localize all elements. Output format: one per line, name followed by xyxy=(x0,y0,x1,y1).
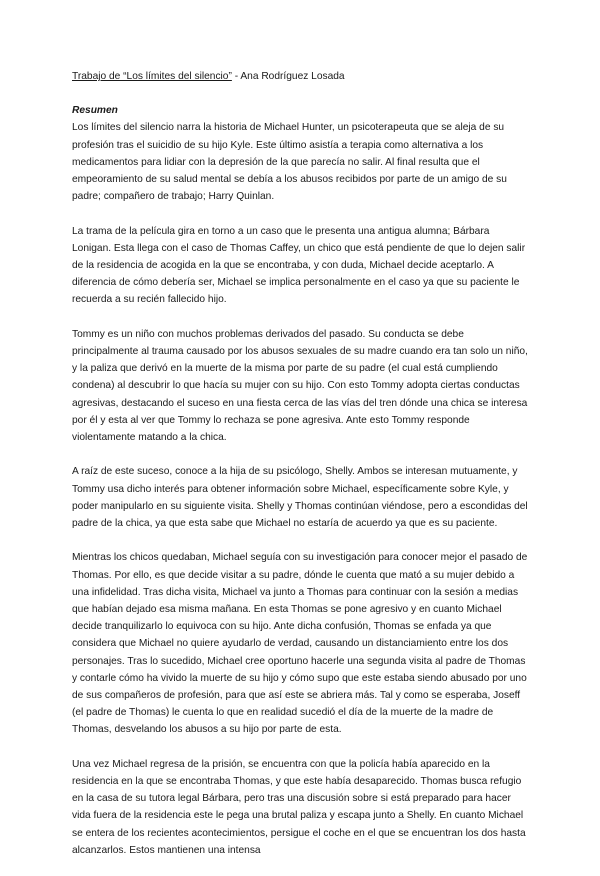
section-heading-resumen: Resumen xyxy=(72,105,118,117)
paragraph: Los límites del silencio narra la historia de Michael Hunter, un psicoterapeuta que se aleja de su profesión tras el suicidio de su hijo Kyle. Este último asistía a terapia como alternativa a los medicamentos para lidiar con la depresión de la que parecía no salir. Al final resulta que el empeoramiento de su salud mental se debía a los abusos recibidos por parte de un amigo de su padre; compañero de trabajo; Harry Quinlan. xyxy=(72,122,507,203)
paragraph: Tommy es un niño con muchos problemas derivados del pasado. Su conducta se debe principalmente al trauma causado por los abusos sexuales de su madre cuando era tan solo un niño, y la paliza que derivó en la muerte de la misma por parte de su padre (el cual está cumpliendo condena) al descubrir lo que hacía su mujer con su hijo. Con esto Tommy adopta ciertas conductas agresivas, destacando el suceso en una fiesta cerca de las vías del tren dónde una chica se interesa por él y esta al ver que Tommy lo rechaza se pone agresiva. Ante esto Tommy responde violentamente matando a la chica. xyxy=(72,328,528,444)
paragraph: Mientras los chicos quedaban, Michael seguía con su investigación para conocer mejor el pasado de Thomas. Por ello, es que decide visitar a su padre, dónde le cuenta que mató a su mujer debido a una infidelidad. Tras dicha visita, Michael va junto a Thomas para continuar con la sesión a medias que habían dejado esa misma mañana. En esta Thomas se pone agresivo y en cuanto Michael decide tranquilizarlo lo equivoca con su hijo. Ante dicha confusión, Thomas se enfada ya que considera que Michael no quiere ayudarlo de verdad, causando un distanciamiento entre los dos personajes. Tras lo sucedido, Michael cree oportuno hacerle una segunda visita al padre de Thomas y contarle cómo ha vivido la muerte de su hijo y cómo supo que este estaba siendo abusado por uno de sus compañeros de profesión, para que así este se abriera más. Tal y como se esperaba, Joseff (el padre de Thomas) le cuenta lo que en realidad sucedió el día de la muerte de la madre de Thomas, desvelando los abusos a su hijo por parte de esta. xyxy=(72,552,528,736)
document-title-author: - Ana Rodríguez Losada xyxy=(231,71,345,82)
document-title-underlined: Trabajo de “Los límites del silencio” xyxy=(72,71,232,82)
paragraph: La trama de la película gira en torno a un caso que le presenta una antigua alumna; Bárbara Lonigan. Esta llega con el caso de Thomas Caffey, un chico que está pendiente de que lo dejen salir de la residencia de acogida en la que se encontraba, y con duda, Michael decide aceptarlo. A diferencia de cómo debería ser, Michael se implica personalmente en el caso ya que su paciente le recuerda a su recién fallecido hijo. xyxy=(72,225,526,306)
document-page xyxy=(72,68,528,876)
paragraph: A raíz de este suceso, conoce a la hija de su psicólogo, Shelly. Ambos se interesan mutuamente, y Tommy usa dicho interés para obtener información sobre Michael, específicamente sobre Kyle, y poder manipularlo en su siguiente visita. Shelly y Thomas continúan viéndose, pero a escondidas del padre de la chica, ya que esta sabe que Michael no estaría de acuerdo ya que es su paciente. xyxy=(72,466,528,530)
paragraph: Una vez Michael regresa de la prisión, se encuentra con que la policía había aparecido en la residencia en la que se encontraba Thomas, y que este había desaparecido. Thomas busca refugio en la casa de su tutora legal Bárbara, pero tras una discusión sobre si está preparado para hacer vida fuera de la residencia este le pega una brutal paliza y escapa junto a Shelly. En cuanto Michael se entera de los recientes acontecimientos, persigue el coche en el que se encuentran los dos hasta alcanzarlos. Estos mantienen una intensa xyxy=(72,758,526,856)
document-title xyxy=(72,68,528,85)
